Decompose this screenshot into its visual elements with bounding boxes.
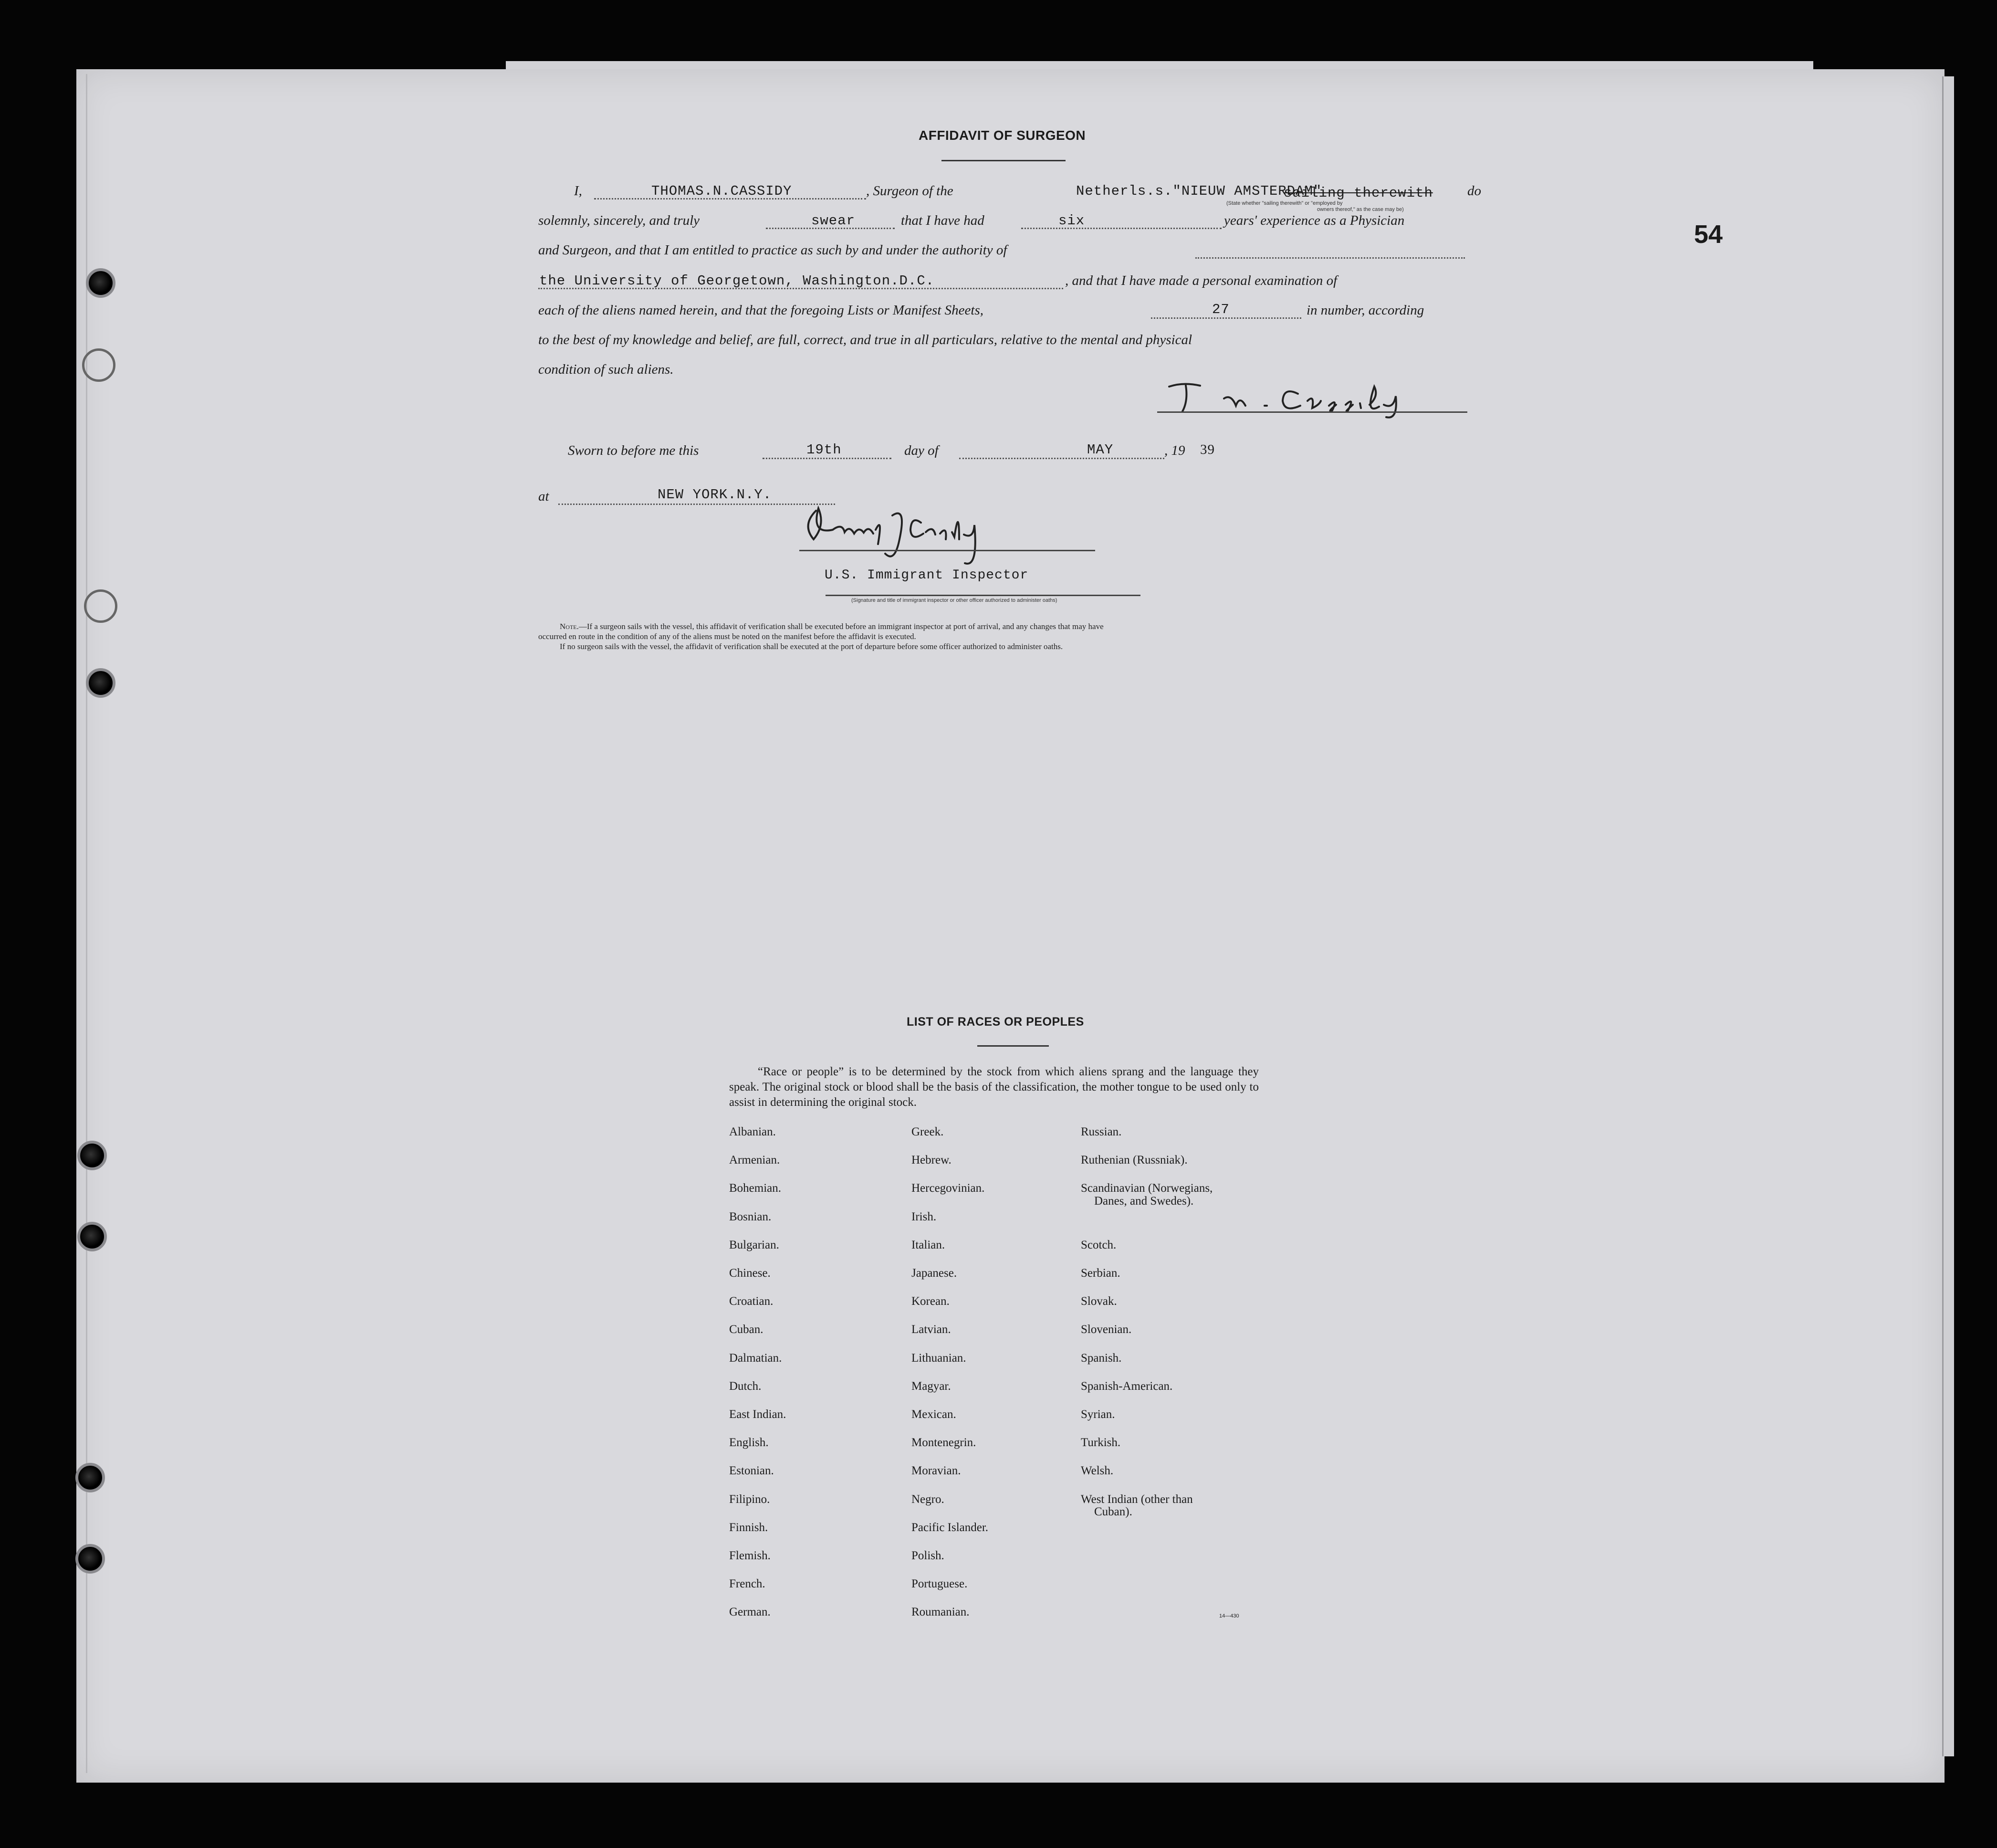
affidavit-line2-prefix: solemnly, sincerely, and truly: [538, 213, 700, 228]
inspector-title-line: [826, 595, 1140, 596]
note-label: Note.: [560, 622, 579, 631]
inspector-signature-line: [799, 550, 1095, 551]
inspector-title: U.S. Immigrant Inspector: [825, 568, 1029, 583]
race-entry: Montenegrin.: [911, 1436, 976, 1449]
race-entry: Negro.: [911, 1492, 944, 1506]
sworn-day-field: 19th: [806, 442, 842, 458]
affidavit-line4-suffix: , and that I have made a personal examination of: [1065, 273, 1338, 288]
years-rule: [1021, 228, 1222, 229]
document-page: [76, 69, 1945, 1783]
race-entry: Pacific Islander.: [911, 1521, 989, 1534]
race-entry: Armenian.: [729, 1154, 780, 1167]
month-rule: [959, 458, 1164, 459]
binder-ring: [82, 348, 115, 382]
races-title-underline: [977, 1045, 1049, 1047]
race-entry: Filipino.: [729, 1492, 770, 1506]
race-entry: Portuguese.: [911, 1577, 968, 1591]
race-entry: Hebrew.: [911, 1154, 951, 1167]
race-entry: East Indian.: [729, 1408, 786, 1421]
race-entry: French.: [729, 1577, 765, 1591]
affidavit-note: [538, 621, 1445, 651]
race-entry: Hercegovinian.: [911, 1182, 985, 1195]
affidavit-line2-middle: that I have had: [901, 213, 984, 228]
race-entry: Serbian.: [1081, 1267, 1120, 1280]
race-entry: Cuban).: [1094, 1505, 1132, 1519]
race-entry: Cuban.: [729, 1323, 763, 1336]
race-entry: Lithuanian.: [911, 1351, 966, 1365]
vessel-instruction-note-2: owners thereof," as the case may be): [1317, 207, 1404, 212]
race-entry: Welsh.: [1081, 1464, 1114, 1478]
race-entry: Danes, and Swedes).: [1094, 1195, 1194, 1208]
affidavit-line5-suffix: in number, according: [1307, 303, 1424, 318]
affidavit-line7: condition of such aliens.: [538, 362, 674, 377]
sworn-month-field: MAY: [1087, 442, 1114, 458]
race-entry: Japanese.: [911, 1267, 957, 1280]
affidavit-title: AFFIDAVIT OF SURGEON: [919, 128, 1086, 143]
page-right-edge: [1942, 76, 1954, 1756]
race-entry: Albanian.: [729, 1125, 776, 1138]
sworn-year-field: 39: [1200, 442, 1215, 457]
races-intro: “Race or people” is to be determined by the stock from which aliens sprang and the language they speak. The original stock or blood shall be the basis of the classification, the mother tongue to be used only to assist in determining the original stock.: [729, 1065, 1259, 1109]
authority-field: the University of Georgetown, Washington.D.C.: [539, 273, 935, 289]
title-underline: [941, 160, 1066, 161]
race-entry: Spanish.: [1081, 1351, 1122, 1365]
surgeon-signature-line: [1157, 411, 1467, 413]
race-entry: Latvian.: [911, 1323, 951, 1336]
affidavit-line1-prefix: I,: [574, 183, 582, 199]
page-fold-line: [86, 74, 87, 1773]
authority-continuation-rule: [1195, 257, 1465, 259]
note-line-1: —If a surgeon sails with the vessel, this affidavit of verification shall be executed before an immigrant inspector at port of arrival, and any changes that may have: [578, 622, 1104, 631]
race-entry: Scotch.: [1081, 1238, 1117, 1251]
race-entry: Moravian.: [911, 1464, 961, 1478]
page-number: 54: [1694, 220, 1723, 249]
crossed-out-text: sailing therewith: [1284, 185, 1433, 201]
binder-hole: [77, 1222, 107, 1251]
note-line-3: If no surgeon sails with the vessel, the affidavit of verification shall be executed at the port of departure before some officer authorized to administer oaths.: [560, 642, 1063, 651]
sworn-prefix: Sworn to before me this: [568, 443, 699, 458]
race-entry: Chinese.: [729, 1267, 771, 1280]
years-field: six: [1058, 213, 1085, 229]
sworn-middle: day of: [904, 443, 939, 458]
race-entry: Ruthenian (Russniak).: [1081, 1154, 1188, 1167]
races-title: LIST OF RACES OR PEOPLES: [907, 1015, 1084, 1029]
race-entry: Croatian.: [729, 1295, 774, 1308]
race-entry: Turkish.: [1081, 1436, 1121, 1449]
race-entry: Slovak.: [1081, 1295, 1117, 1308]
binder-hole: [86, 668, 115, 698]
sheets-rule: [1151, 317, 1301, 319]
race-entry: Flemish.: [729, 1549, 771, 1562]
race-entry: Bosnian.: [729, 1210, 772, 1223]
vessel-instruction-note-1: (State whether "sailing therewith" or "employed by: [1226, 200, 1343, 206]
sworn-place-field: NEW YORK.N.Y.: [658, 487, 772, 503]
sheets-count-field: 27: [1212, 302, 1230, 317]
race-entry: Bulgarian.: [729, 1238, 779, 1251]
race-entry: West Indian (other than: [1081, 1492, 1193, 1506]
race-entry: English.: [729, 1436, 769, 1449]
race-entry: Dalmatian.: [729, 1351, 782, 1365]
affidavit-line5-prefix: each of the aliens named herein, and that the foregoing Lists or Manifest Sheets,: [538, 303, 983, 318]
affidavit-line2-suffix: years' experience as a Physician: [1224, 213, 1405, 228]
affidavit-line3: and Surgeon, and that I am entitled to practice as such by and under the authority of: [538, 242, 1007, 258]
surgeon-name-field: THOMAS.N.CASSIDY: [651, 183, 792, 199]
binder-hole: [75, 1463, 105, 1492]
inspector-signature: [797, 496, 1021, 570]
oath-field: swear: [811, 213, 856, 229]
place-rule: [558, 504, 835, 505]
binder-hole: [86, 268, 115, 298]
race-entry: Irish.: [911, 1210, 937, 1223]
affidavit-line6: to the best of my knowledge and belief, are full, correct, and true in all particulars, relative to the mental and physical: [538, 332, 1192, 347]
race-entry: Roumanian.: [911, 1606, 970, 1619]
binder-ring: [84, 589, 117, 623]
race-entry: Mexican.: [911, 1408, 956, 1421]
race-entry: Russian.: [1081, 1125, 1122, 1138]
binder-hole: [75, 1544, 105, 1574]
race-entry: Spanish-American.: [1081, 1379, 1173, 1393]
vessel-field: Netherls.s."NIEUW AMSTERDAM": [1076, 183, 1322, 199]
race-entry: Finnish.: [729, 1521, 768, 1534]
race-entry: German.: [729, 1606, 771, 1619]
race-entry: Estonian.: [729, 1464, 774, 1478]
affidavit-line1-middle: , Surgeon of the: [866, 183, 953, 199]
race-entry: Korean.: [911, 1295, 950, 1308]
day-rule: [763, 458, 891, 459]
race-entry: Bohemian.: [729, 1182, 782, 1195]
binder-hole: [77, 1141, 107, 1170]
race-entry: Italian.: [911, 1238, 945, 1251]
at-prefix: at: [538, 489, 549, 504]
race-entry: Dutch.: [729, 1379, 762, 1393]
race-entry: Slovenian.: [1081, 1323, 1132, 1336]
race-entry: Polish.: [911, 1549, 944, 1562]
surgeon-signature: [1155, 368, 1422, 422]
inspector-caption: (Signature and title of immigrant inspector or other officer authorized to administer oaths): [851, 598, 1057, 603]
note-line-2: occurred en route in the condition of any of the aliens must be noted on the manifest before the affidavit is executed.: [538, 632, 916, 641]
race-entry: Syrian.: [1081, 1408, 1115, 1421]
sworn-year-prefix: , 19: [1164, 443, 1185, 458]
race-entry: Scandinavian (Norwegians,: [1081, 1182, 1213, 1195]
race-entry: Greek.: [911, 1125, 944, 1138]
form-code: 14—430: [1219, 1613, 1239, 1619]
race-entry: Magyar.: [911, 1379, 951, 1393]
affidavit-line1-suffix: do: [1467, 183, 1481, 199]
